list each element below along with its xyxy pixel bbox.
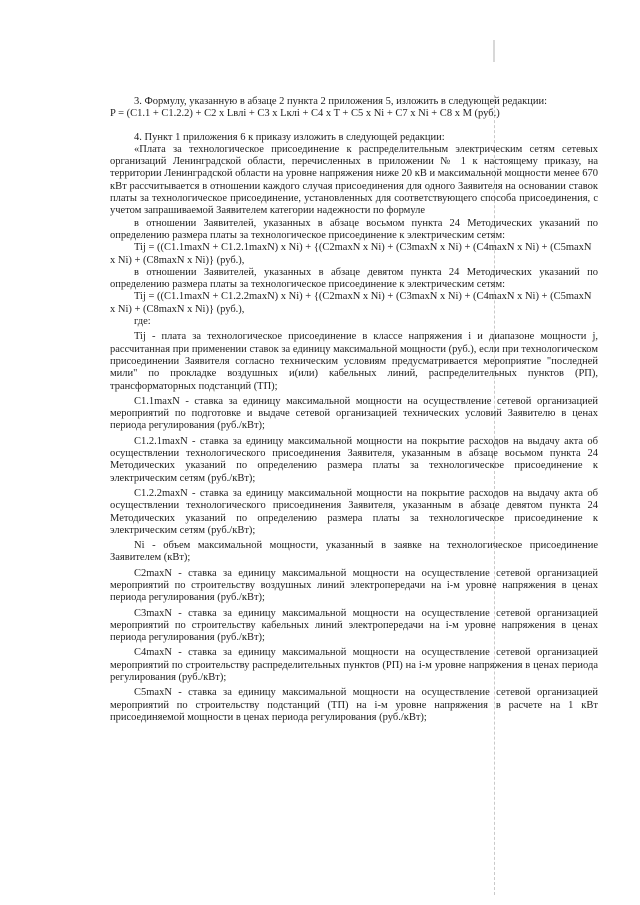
definition-c1-1: C1.1maxN - ставка за единицу максимальной мощности на осуществление сетевой организацией мероприятий по подготовке и выдаче сетевой организацией технических условий Заявителю в ценах периода регулирования (руб./кВт); [110,395,598,432]
definition-c5: C5maxN - ставка за единицу максимальной мощности на осуществление сетевой организацией мероприятий по строительству подстанций (ТП) на i-м уровне напряжения в расчете на 1 кВт присоединяемой мощности в ценах периода регулирования (руб./кВт); [110,687,598,723]
case-paragraph-8: в отношении Заявителей, указанных в абзаце восьмом пункта 24 Методических указаний по определению размера платы за технологическое присоединение к электрическим сетям: [110,217,598,241]
case-paragraph-9: в отношении Заявителей, указанных в абзаце девятом пункта 24 Методических указаний по определению размера платы за технологическое присоединение к электрическим сетям: [110,266,598,291]
item-4-quote: «Плата за технологическое присоединение к распределительным электрическим сетям сетевых организаций Ленинградской области, перечисленных в приложении № 1 к настоящему приказу, на территории Ленинградской области на уровне напряжения ниже 20 кВ и максимальной мощности менее 670 кВт рассчитывается в отношении каждого случая присоединения для одного Заявителя на основании ставок платы за технологическое присоединение, установленных для соответствующего способа присоединения, с учетом запрашиваемой Заявителем категории надежности по формуле [110,143,598,217]
definition-c2: C2maxN - ставка за единицу максимальной мощности на осуществление сетевой организацией мероприятий по строительству воздушных линий электропередачи на i-м уровне напряжения в ценах периода регулирования (руб./кВт); [110,567,598,604]
scan-mark [493,40,495,62]
where-label: где: [134,316,151,328]
definition-c1-2-2: C1.2.2maxN - ставка за единицу максимальной мощности на покрытие расходов на выдачу акта об осуществлении технологического присоединения Заявителя, указанным в абзаце девятом пункта 24 Методических указаний по определению размера платы за технологическое присоединение к электрическим сетям (руб./кВт); [110,487,598,536]
item-3-intro: 3. Формулу, указанную в абзаце 2 пункта 2 приложения 5, изложить в следующей редакции: [134,96,548,107]
definition-tij: Tij - плата за технологическое присоединение в классе напряжения i и диапазоне мощности j, рассчитанная при применении ставок за единицу максимальной мощности (руб.), если при технологическом присоединении Заявителя согласно техническим условиям предусматривается мероприятие "последней мили" по прокладке воздушных и(или) кабельных линий, распределительных пунктов (РП), трансформаторных подстанций (ТП); [110,331,598,392]
definition-c3: C3maxN - ставка за единицу максимальной мощности на осуществление сетевой организацией мероприятий по строительству кабельных линий электропередачи на i-м уровне напряжения в ценах периода регулирования (руб./кВт); [110,607,598,644]
document-body [110,96,598,724]
item-4-intro: 4. Пункт 1 приложения 6 к приказу изложить в следующей редакции: [134,131,445,143]
formula-tij-8: Tij = ((C1.1maxN + C1.2.1maxN) x Ni) + {(C2maxN x Ni) + (C3maxN x Ni) + (C4maxN x Ni) + (C5maxN x Ni) + (C8maxN x Ni)} (руб.), [110,242,592,266]
formula-tij-9: Tij = ((C1.1maxN + C1.2.2maxN) x Ni) + {(C2maxN x Ni) + (C3maxN x Ni) + (C4maxN x Ni) + (C5maxN x Ni) + (C8maxN x Ni)} (руб.), [110,291,592,315]
definition-c1-2-1: C1.2.1maxN - ставка за единицу максимальной мощности на покрытие расходов на выдачу акта об осуществлении технологического присоединения Заявителя, указанным в абзаце восьмом пункта 24 Методических указаний по определению размера платы за технологическое присоединение к электрическим сетям (руб./кВт); [110,435,598,484]
definition-ni: Ni - объем максимальной мощности, указанный в заявке на технологическое присоединение Заявителем (кВт); [110,540,598,564]
formula-p: P = (C1.1 + C1.2.2) + C2 x Lвлi + C3 x Lклi + C4 x T + C5 x Ni + C7 x Ni + C8 x M (руб.) [110,108,500,120]
definition-c4: C4maxN - ставка за единицу максимальной мощности на осуществление сетевой организацией мероприятий по строительству распределительных пунктов (РП) на i-м уровне напряжения в ценах периода регулирования (руб./кВт); [110,647,598,684]
